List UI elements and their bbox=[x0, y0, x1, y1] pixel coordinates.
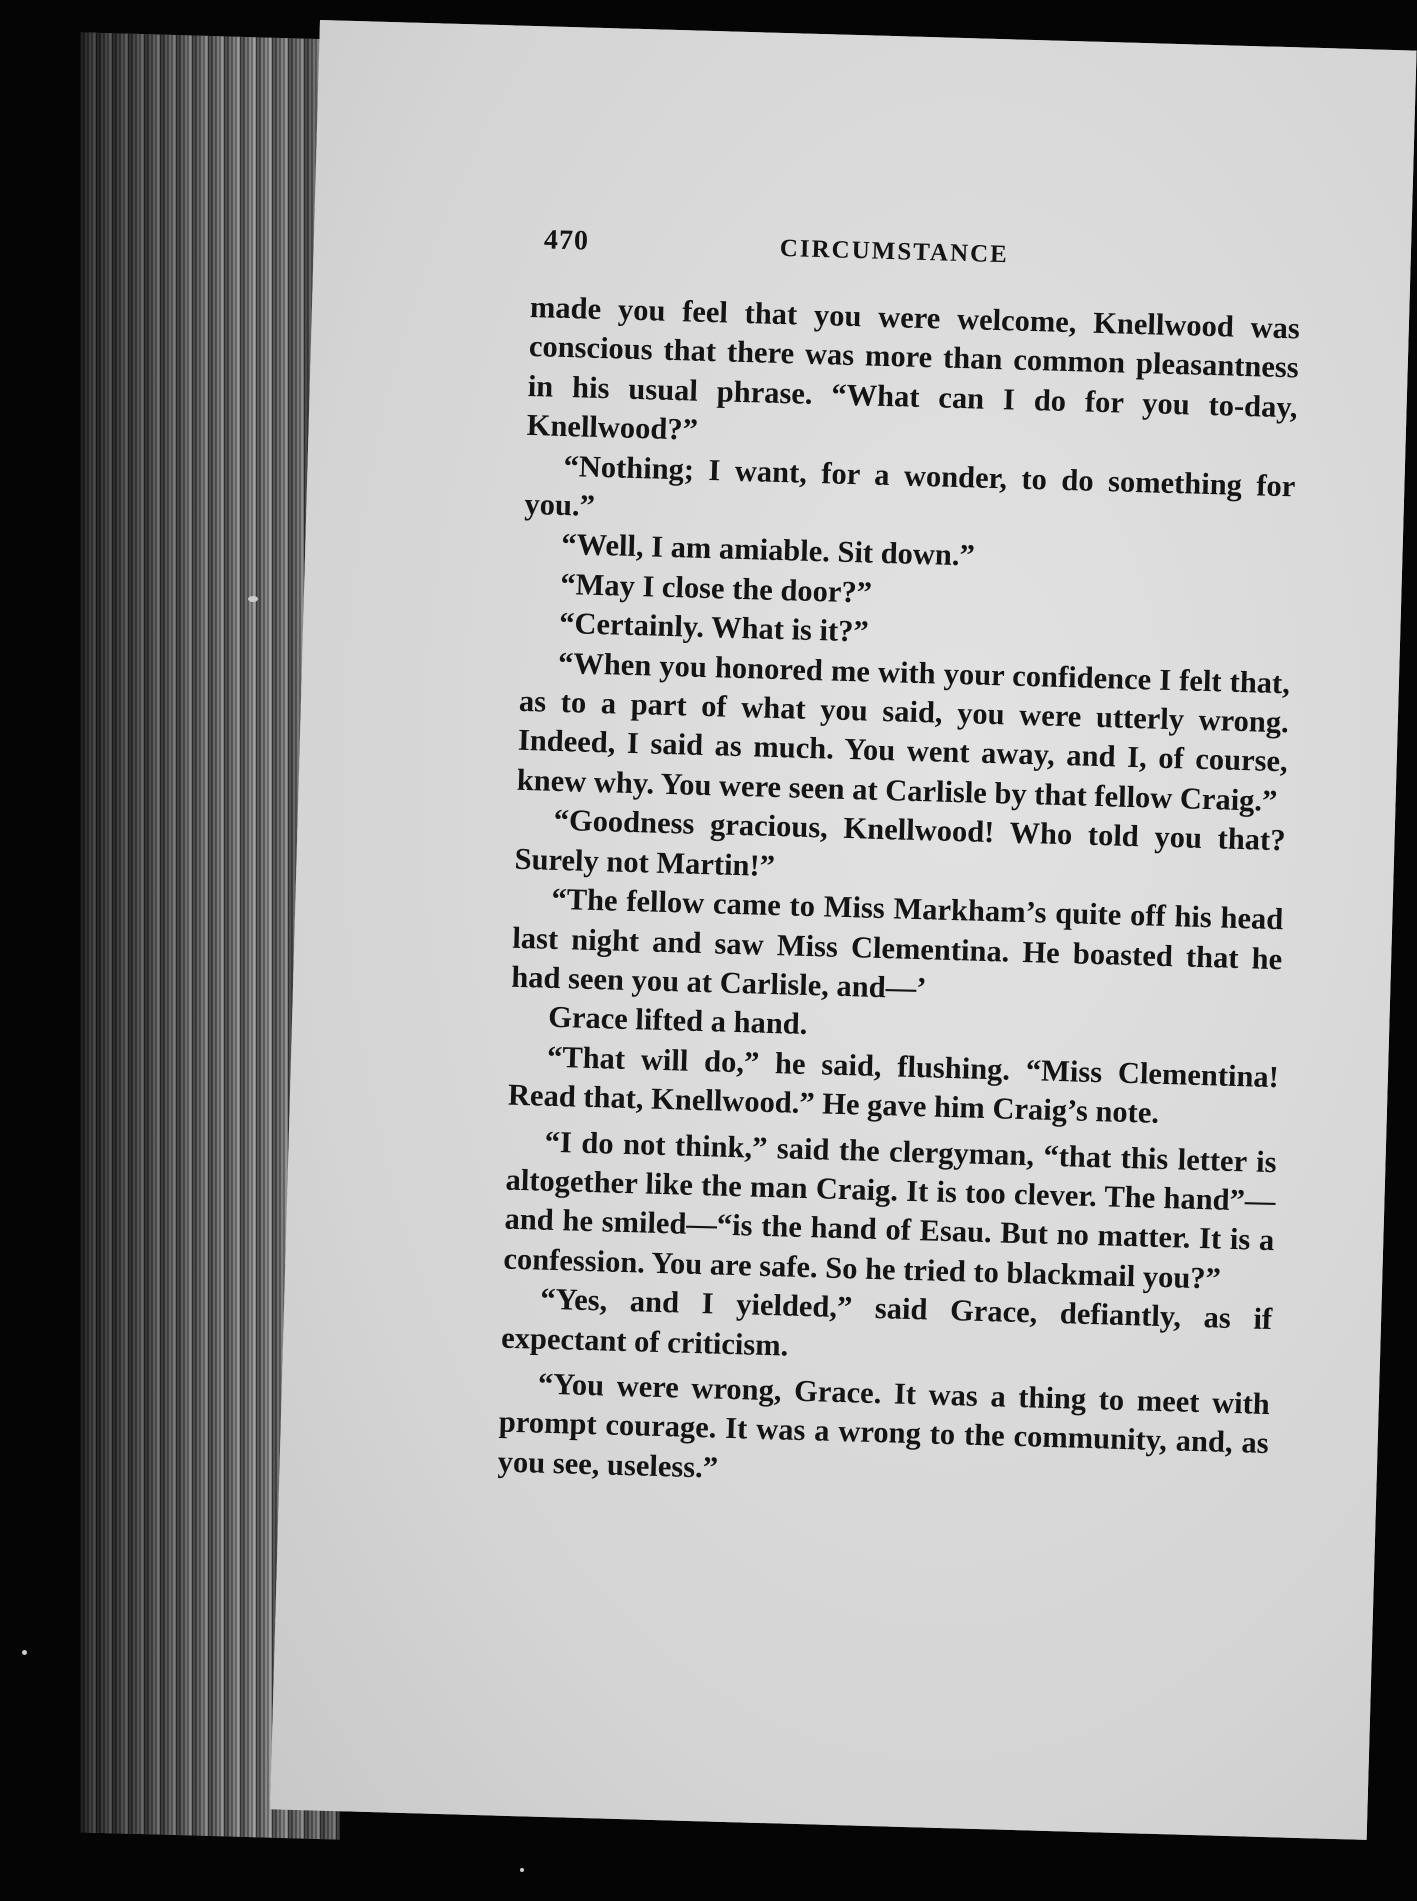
body-text bbox=[497, 288, 1300, 1503]
page-number: 470 bbox=[543, 224, 590, 257]
paragraph: made you feel that you were welcome, Knellwood was conscious that there was more than common pleasantness in his usual phrase. “What can I do for you to-day, Knellwood?” bbox=[526, 289, 1301, 447]
paragraph: “I do not think,” said the clergyman, “that this letter is altogether like the man Craig. It is too clever. The hand”—and he smiled—“is the hand of Esau. But no matter. It is a confession. You are safe. So he tried to blackmail you?” bbox=[503, 1124, 1277, 1296]
paragraph: “The fellow came to Miss Markham’s quite off his head last night and saw Miss Clementina. He boasted that he had seen you at Carlisle, and—’ bbox=[510, 881, 1284, 1006]
paragraph: “You were wrong, Grace. It was a thing to meet with prompt courage. It was a wrong to the community, and, as you see, useless.” bbox=[497, 1366, 1271, 1485]
dust-speck bbox=[248, 596, 258, 602]
paragraph: “May I close the door?” bbox=[559, 566, 873, 610]
paragraph: “Well, I am amiable. Sit down.” bbox=[560, 527, 976, 573]
dust-speck bbox=[22, 1650, 27, 1655]
dust-speck bbox=[520, 1868, 524, 1872]
paragraph: “Goodness gracious, Knellwood! Who told you that? Surely not Martin!” bbox=[514, 803, 1286, 883]
paragraph: “That will do,” he said, flushing. “Miss Clementina! Read that, Knellwood.” He gave him Craig’s note. bbox=[507, 1039, 1280, 1130]
paragraph: “Certainly. What is it?” bbox=[558, 606, 870, 649]
running-head-title: CIRCUMSTANCE bbox=[779, 234, 1010, 269]
book-page bbox=[270, 20, 1417, 1840]
paragraph: “Nothing; I want, for a wonder, to do something for you.” bbox=[524, 448, 1296, 523]
paragraph: Grace lifted a hand. bbox=[547, 1000, 808, 1042]
paragraph: “When you honored me with your confidence I felt that, as to a part of what you said, you were utterly wrong. Indeed, I said as much. You went away, and I, of course, knew why. You were seen at Carlisle by that fellow Craig.” bbox=[516, 645, 1291, 818]
paragraph: “Yes, and I yielded,” said Grace, defiantly, as if expectant of criticism. bbox=[500, 1281, 1273, 1363]
